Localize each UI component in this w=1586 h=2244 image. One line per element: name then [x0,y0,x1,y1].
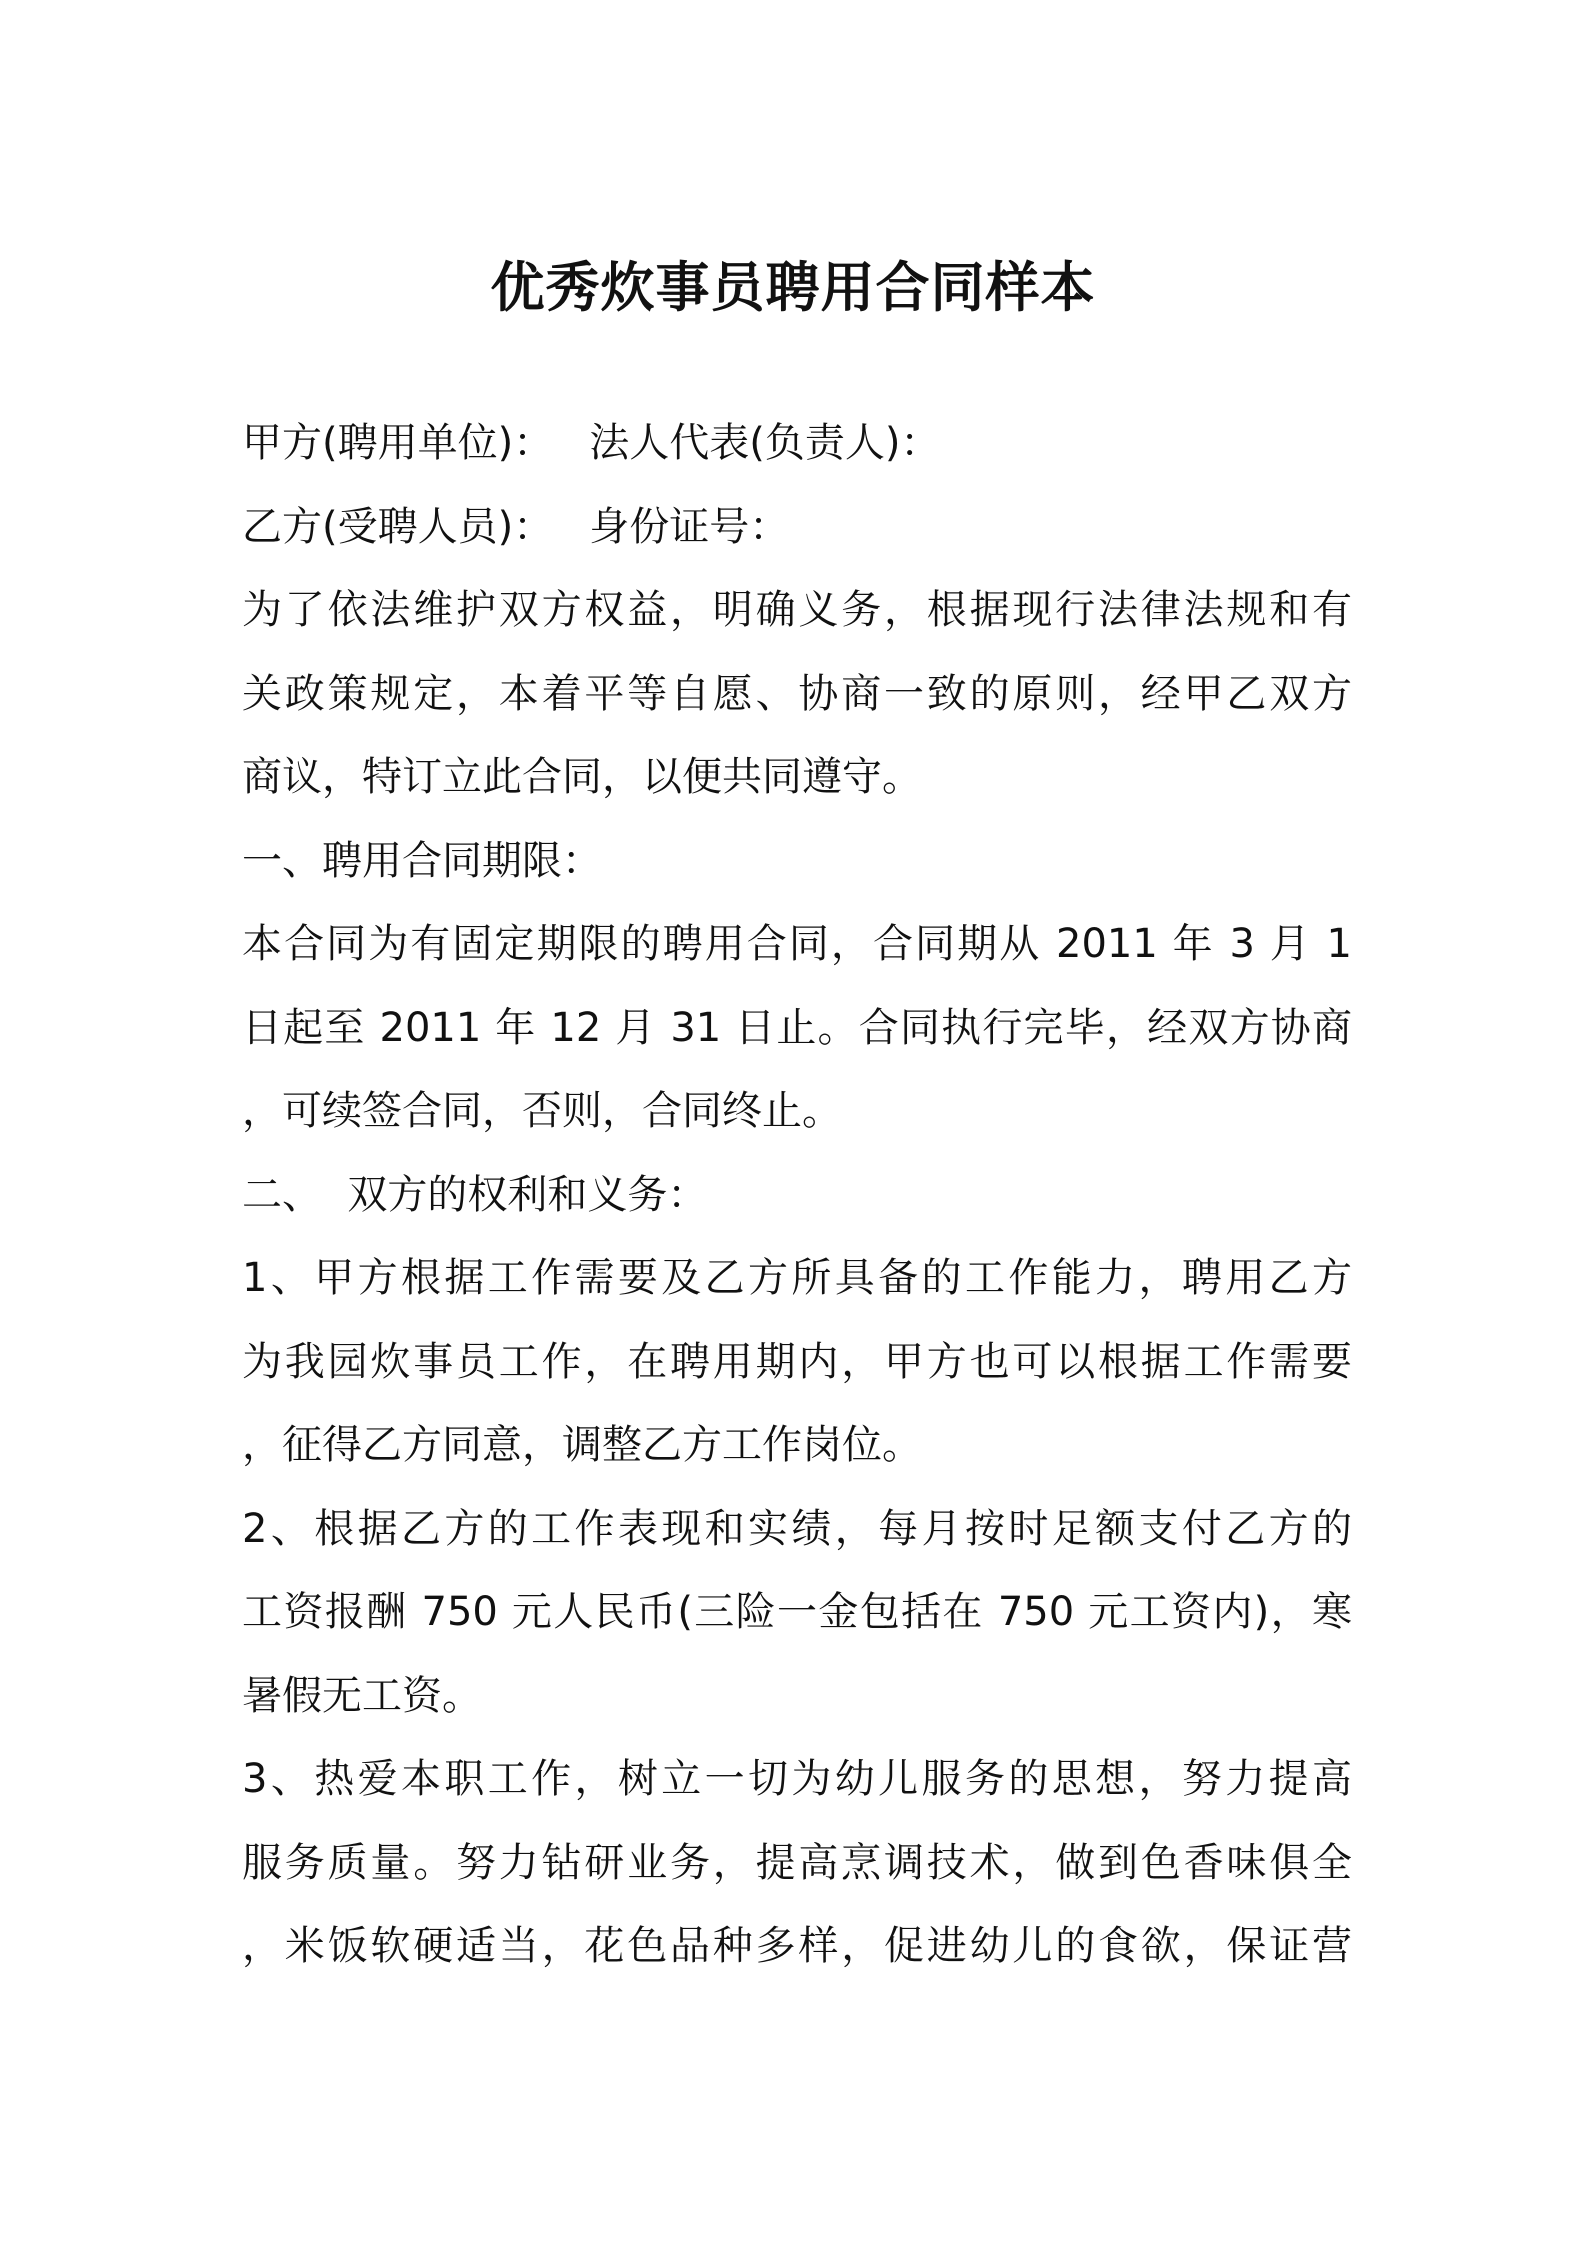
body-line: 日起至 2011 年 12 月 31 日止。合同执行完毕，经双方协商 [242,1004,1352,1051]
body-line: 关政策规定，本着平等自愿、协商一致的原则，经甲乙双方 [242,670,1352,717]
section-heading: 二、 双方的权利和义务： [242,1171,708,1218]
body-line: 3、热爱本职工作，树立一切为幼儿服务的思想，努力提高 [242,1756,1352,1802]
body-line: ，可续签合同，否则，合同终止。 [242,1088,842,1134]
body-line: 服务质量。努力钻研业务，提高烹调技术，做到色香味俱全 [242,1839,1352,1886]
body-line: 工资报酬 750 元人民币(三险一金包括在 750 元工资内)，寒 [242,1589,1352,1635]
section-heading: 一、聘用合同期限： [242,837,602,884]
body-line: ，米饭软硬适当，花色品种多样，促进幼儿的食欲，保证营 [242,1923,1352,1969]
body-line: 本合同为有固定期限的聘用合同，合同期从 2011 年 3 月 1 [242,921,1352,967]
party-b-label: 乙方(受聘人员)： [242,503,554,550]
body-line: 2、根据乙方的工作表现和实绩，每月按时足额支付乙方的 [242,1505,1352,1552]
party-a-line [242,402,1352,486]
body-line: 为我园炊事员工作，在聘用期内，甲方也可以根据工作需要 [242,1338,1352,1385]
party-a-label: 甲方(聘用单位)： [242,420,554,466]
party-b-id-label: 身份证号： [589,503,790,550]
body-line: ，征得乙方同意，调整乙方工作岗位。 [242,1422,922,1468]
party-a-rep-label: 法人代表(负责人)： [589,420,941,466]
body-line: 商议，特订立此合同，以便共同遵守。 [242,754,922,800]
document-title: 优秀炊事员聘用合同样本 [490,256,1096,319]
party-b-line [242,486,1352,570]
body-line: 暑假无工资。 [242,1672,482,1719]
body-line: 为了依法维护双方权益，明确义务，根据现行法律法规和有 [242,587,1352,633]
document-body [242,402,1352,1989]
body-line: 1、甲方根据工作需要及乙方所具备的工作能力，聘用乙方 [242,1255,1352,1301]
